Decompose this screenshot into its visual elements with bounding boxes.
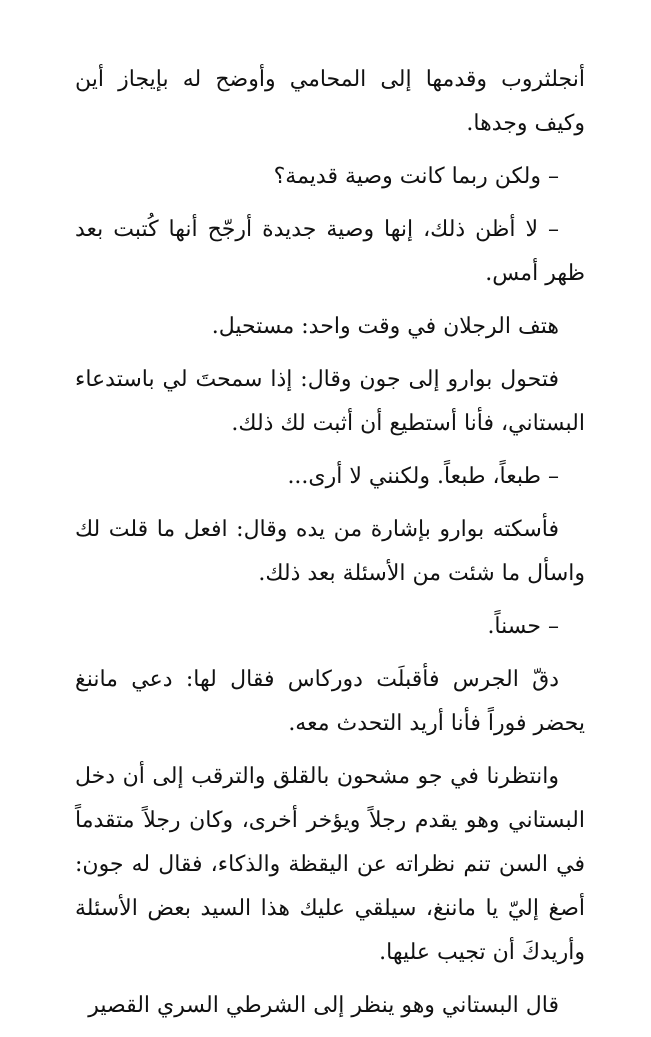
paragraph-5: فتحول بوارو إلى جون وقال: إذا سمحتَ لي باستدعاء البستاني، فأنا أستطيع أن أثبت لك ذلك. [75,367,585,436]
paragraph-6: – طبعاً، طبعاً. ولكنني لا أرى... [287,464,559,489]
paragraph-8: – حسناً. [487,614,559,639]
paragraph-4: هتف الرجلان في وقت واحد: مستحيل. [211,314,559,339]
paragraph-9: دقّ الجرس فأقبلَت دوركاس فقال لها: دعي ماننغ يحضر فوراً فأنا أريد التحدث معه. [75,667,585,736]
page-body [75,58,585,1037]
paragraph-1: أنجلثروب وقدمها إلى المحامي وأوضح له بإيجاز أين وكيف وجدها. [75,67,585,136]
paragraph-7: فأسكته بوارو بإشارة من يده وقال: افعل ما قلت لك واسأل ما شئت من الأسئلة بعد ذلك. [75,517,585,586]
paragraph-2: – ولكن ربما كانت وصية قديمة؟ [273,164,559,189]
paragraph-3: – لا أظن ذلك، إنها وصية جديدة أرجّح أنها كُتبت بعد ظهر أمس. [75,217,585,286]
paragraph-10: وانتظرنا في جو مشحون بالقلق والترقب إلى أن دخل البستاني وهو يقدم رجلاً ويؤخر أخرى، وكان رجلاً متقدماً في السن تنم نظراته عن اليقظة والذكاء، فقال له جون: أصغ إليّ يا ماننغ، سيلقي عليك هذا السيد بعض الأسئلة وأريدكَ أن تجيب عليها. [75,764,585,965]
paragraph-11: قال البستاني وهو ينظر إلى الشرطي السري القصير [88,993,559,1018]
